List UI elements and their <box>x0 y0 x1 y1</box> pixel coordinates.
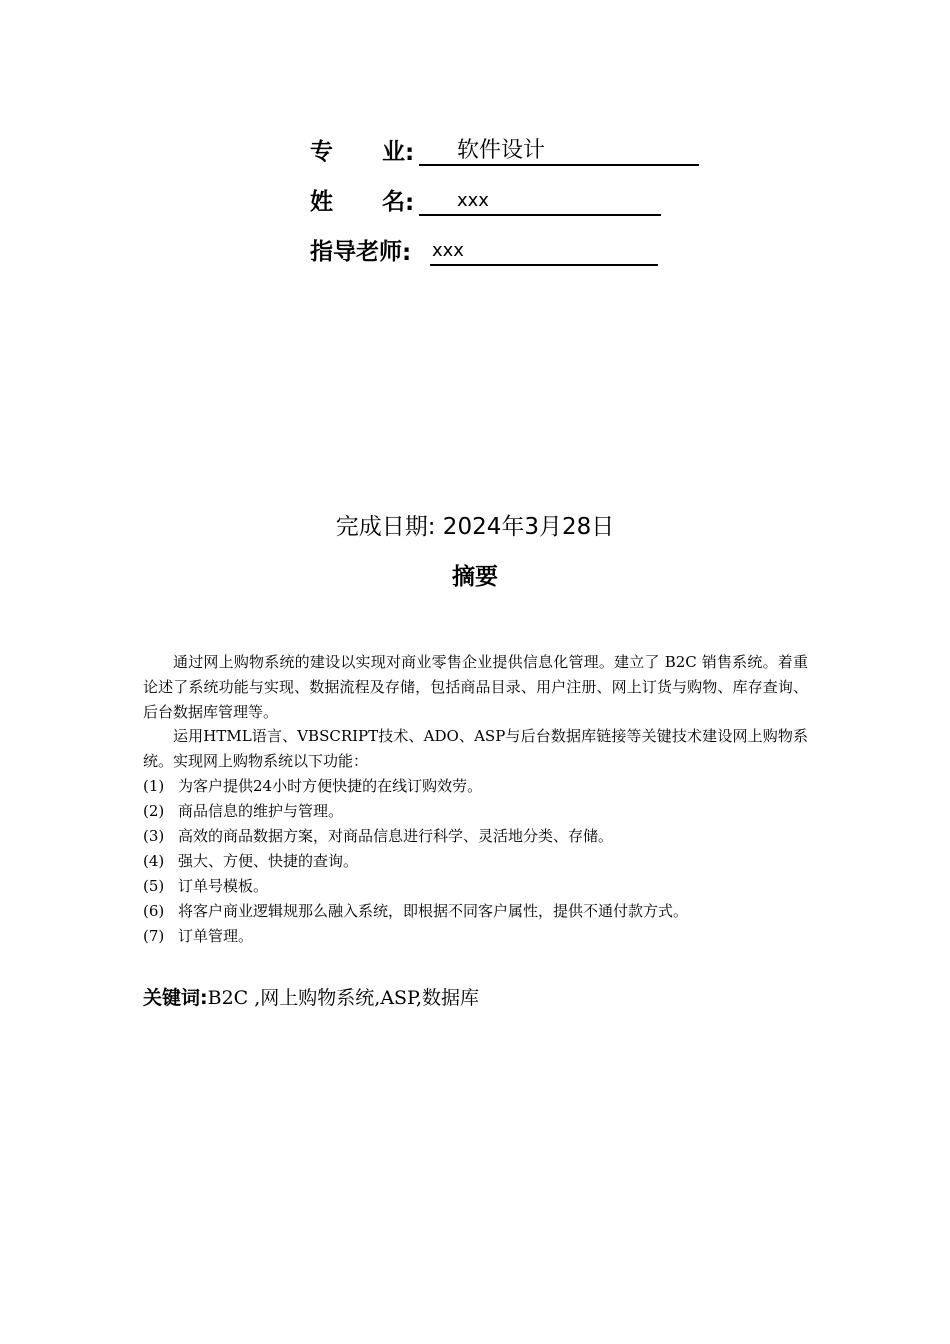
advisor-colon: : <box>402 240 412 266</box>
major-label: 专 业 <box>310 139 405 165</box>
major-row <box>310 132 699 166</box>
feature-list <box>143 774 808 949</box>
list-item: (3) 高效的商品数据方案，对商品信息进行科学、灵活地分类、存储。 <box>143 827 614 845</box>
keywords-label: 关键词: <box>143 987 208 1009</box>
abstract-paragraph-1: 通过网上购物系统的建设以实现对商业零售企业提供信息化管理。建立了 B2C 销售系统。着重论述了系统功能与实现、数据流程及存储，包括商品目录、用户注册、网上订货与购物、库存查询、后台数据库管理等。 <box>143 653 808 721</box>
abstract-title: 摘要 <box>452 564 498 590</box>
keywords-line <box>143 985 479 1012</box>
name-row <box>310 182 661 216</box>
list-item: (5) 订单号模板。 <box>143 877 269 895</box>
list-item: (2) 商品信息的维护与管理。 <box>143 802 344 820</box>
list-item: (1) 为客户提供24小时方便快捷的在线订购效劳。 <box>143 777 483 795</box>
advisor-label: 指导老师 <box>310 239 402 265</box>
advisor-row <box>310 232 658 266</box>
name-colon: : <box>405 190 415 216</box>
advisor-value: xxx <box>430 238 658 266</box>
abstract-paragraph-2: 运用HTML语言、VBSCRIPT技术、ADO、ASP与后台数据库链接等关键技术建设网上购物系统。实现网上购物系统以下功能： <box>143 727 808 770</box>
major-colon: : <box>405 140 415 166</box>
name-label: 姓 名 <box>310 189 405 215</box>
major-value: 软件设计 <box>419 138 699 166</box>
name-value: xxx <box>419 188 661 216</box>
list-item: (6) 将客户商业逻辑规那么融入系统，即根据不同客户属性，提供不通付款方式。 <box>143 902 689 920</box>
list-item: (4) 强大、方便、快捷的查询。 <box>143 852 359 870</box>
list-item: (7) 订单管理。 <box>143 927 254 945</box>
keywords-text: B2C ,网上购物系统,ASP,数据库 <box>207 987 480 1009</box>
completion-date: 完成日期: 2024年3月28日 <box>335 514 615 540</box>
